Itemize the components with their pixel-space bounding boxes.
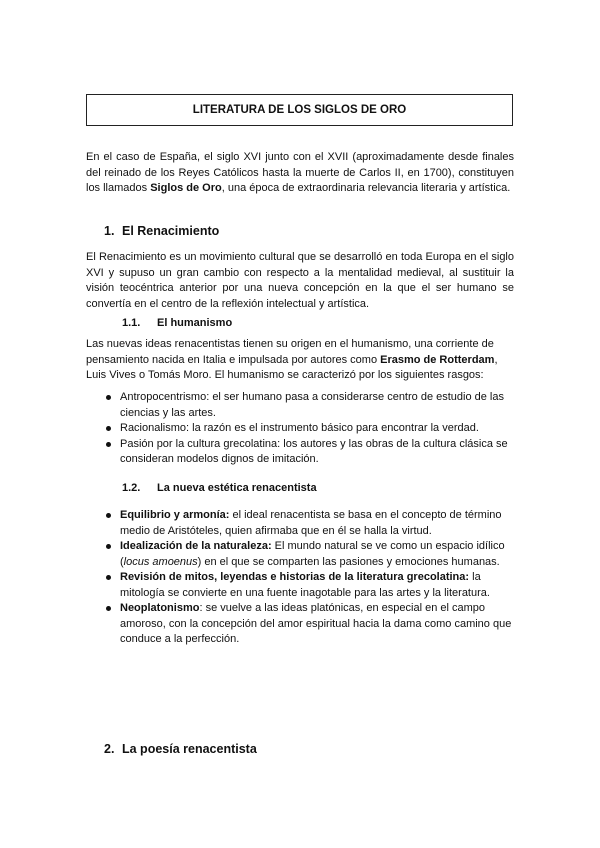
subsection-number: 1.2. bbox=[122, 482, 141, 494]
section-number: 2. bbox=[104, 742, 115, 756]
list-item bbox=[86, 539, 514, 570]
subsection-heading-estetica bbox=[122, 482, 317, 494]
list-item-text: Antropocentrismo: el ser humano pasa a considerarse centro de estudio de las ciencias y las artes. bbox=[120, 391, 504, 419]
subsection-title: El humanismo bbox=[157, 317, 233, 329]
estetica-list bbox=[86, 508, 514, 648]
bullet-icon bbox=[106, 395, 111, 400]
humanismo-text: Las nuevas ideas renacentistas tienen su origen en el humanismo, una corriente de pensamiento nacida en Italia e impulsada por autores como bbox=[86, 338, 494, 366]
humanismo-text-end: , Luis Vives o Tomás Moro. El humanismo se caracterizó por los siguientes rasgos: bbox=[86, 353, 498, 381]
list-item-text: El mundo natural se ve como un espacio idílico ( bbox=[120, 540, 505, 568]
list-item-latin-term: locus amoenus bbox=[123, 555, 198, 568]
list-item bbox=[86, 390, 514, 421]
bullet-icon bbox=[106, 575, 111, 580]
list-item-text: : se vuelve a las ideas platónicas, en especial en el campo amoroso, con la concepción del amor espiritual hacia la dama como camino que conduce a la perfección. bbox=[120, 602, 512, 645]
list-item bbox=[86, 570, 514, 601]
intro-paragraph bbox=[86, 150, 514, 197]
list-item-term: Equilibrio y armonía: bbox=[120, 509, 230, 521]
bullet-icon bbox=[106, 426, 111, 431]
renacimiento-paragraph: El Renacimiento es un movimiento cultural que se desarrolló en toda Europa en el siglo XVI y supuso un gran cambio con respecto a la mentalidad medieval, al sustituir la visión teocéntrica anterior por una nueva concepción en la que el ser humano se convertía en el centro de la reflexión intelectual y artística. bbox=[86, 251, 514, 310]
list-item bbox=[86, 421, 514, 437]
bullet-icon bbox=[106, 513, 111, 518]
bullet-icon bbox=[106, 544, 111, 549]
subsection-title: La nueva estética renacentista bbox=[157, 482, 317, 494]
intro-text-end: , una época de extraordinaria relevancia literaria y artística. bbox=[221, 182, 511, 194]
list-item bbox=[86, 437, 514, 468]
intro-bold-term: Siglos de Oro bbox=[150, 182, 222, 194]
subsection-number: 1.1. bbox=[122, 317, 141, 329]
section-title: El Renacimiento bbox=[122, 224, 220, 238]
bullet-icon bbox=[106, 442, 111, 447]
section-number: 1. bbox=[104, 224, 115, 238]
document-title: LITERATURA DE LOS SIGLOS DE ORO bbox=[86, 94, 513, 126]
list-item bbox=[86, 508, 514, 539]
humanismo-list bbox=[86, 390, 514, 468]
list-item bbox=[86, 601, 514, 648]
humanismo-paragraph bbox=[86, 337, 514, 384]
humanismo-bold-author: Erasmo de Rotterdam bbox=[380, 353, 495, 366]
intro-text: En el caso de España, el siglo XVI junto con el XVII (aproximadamente desde finales del reinado de los Reyes Católicos hasta la muerte de Carlos II, en 1700), constituyen los llamados bbox=[86, 151, 514, 194]
subsection-heading-humanismo bbox=[122, 317, 232, 329]
list-item-term: Revisión de mitos, leyendas e historias de la literatura grecolatina: bbox=[120, 571, 470, 583]
list-item-text: Pasión por la cultura grecolatina: los autores y las obras de la cultura clásica se consideran modelos dignos de imitación. bbox=[120, 437, 508, 465]
section-heading-poesia bbox=[104, 742, 257, 756]
section-heading-renacimiento bbox=[104, 224, 219, 238]
list-item-text-end: ) en el que se comparten las pasiones y emociones humanas. bbox=[197, 555, 500, 568]
list-item-text: Racionalismo: la razón es el instrumento básico para encontrar la verdad. bbox=[120, 422, 479, 434]
bullet-icon bbox=[106, 606, 111, 611]
list-item-term: Neoplatonismo bbox=[120, 602, 200, 614]
list-item-text: el ideal renacentista se basa en el concepto de término medio de Aristóteles, quien afirmaba que en él se halla la virtud. bbox=[120, 509, 502, 537]
list-item-term: Idealización de la naturaleza: bbox=[120, 540, 272, 552]
list-item-text: la mitología se convierte en una fuente inagotable para las artes y la literatura. bbox=[120, 571, 490, 599]
section-title: La poesía renacentista bbox=[122, 742, 257, 756]
